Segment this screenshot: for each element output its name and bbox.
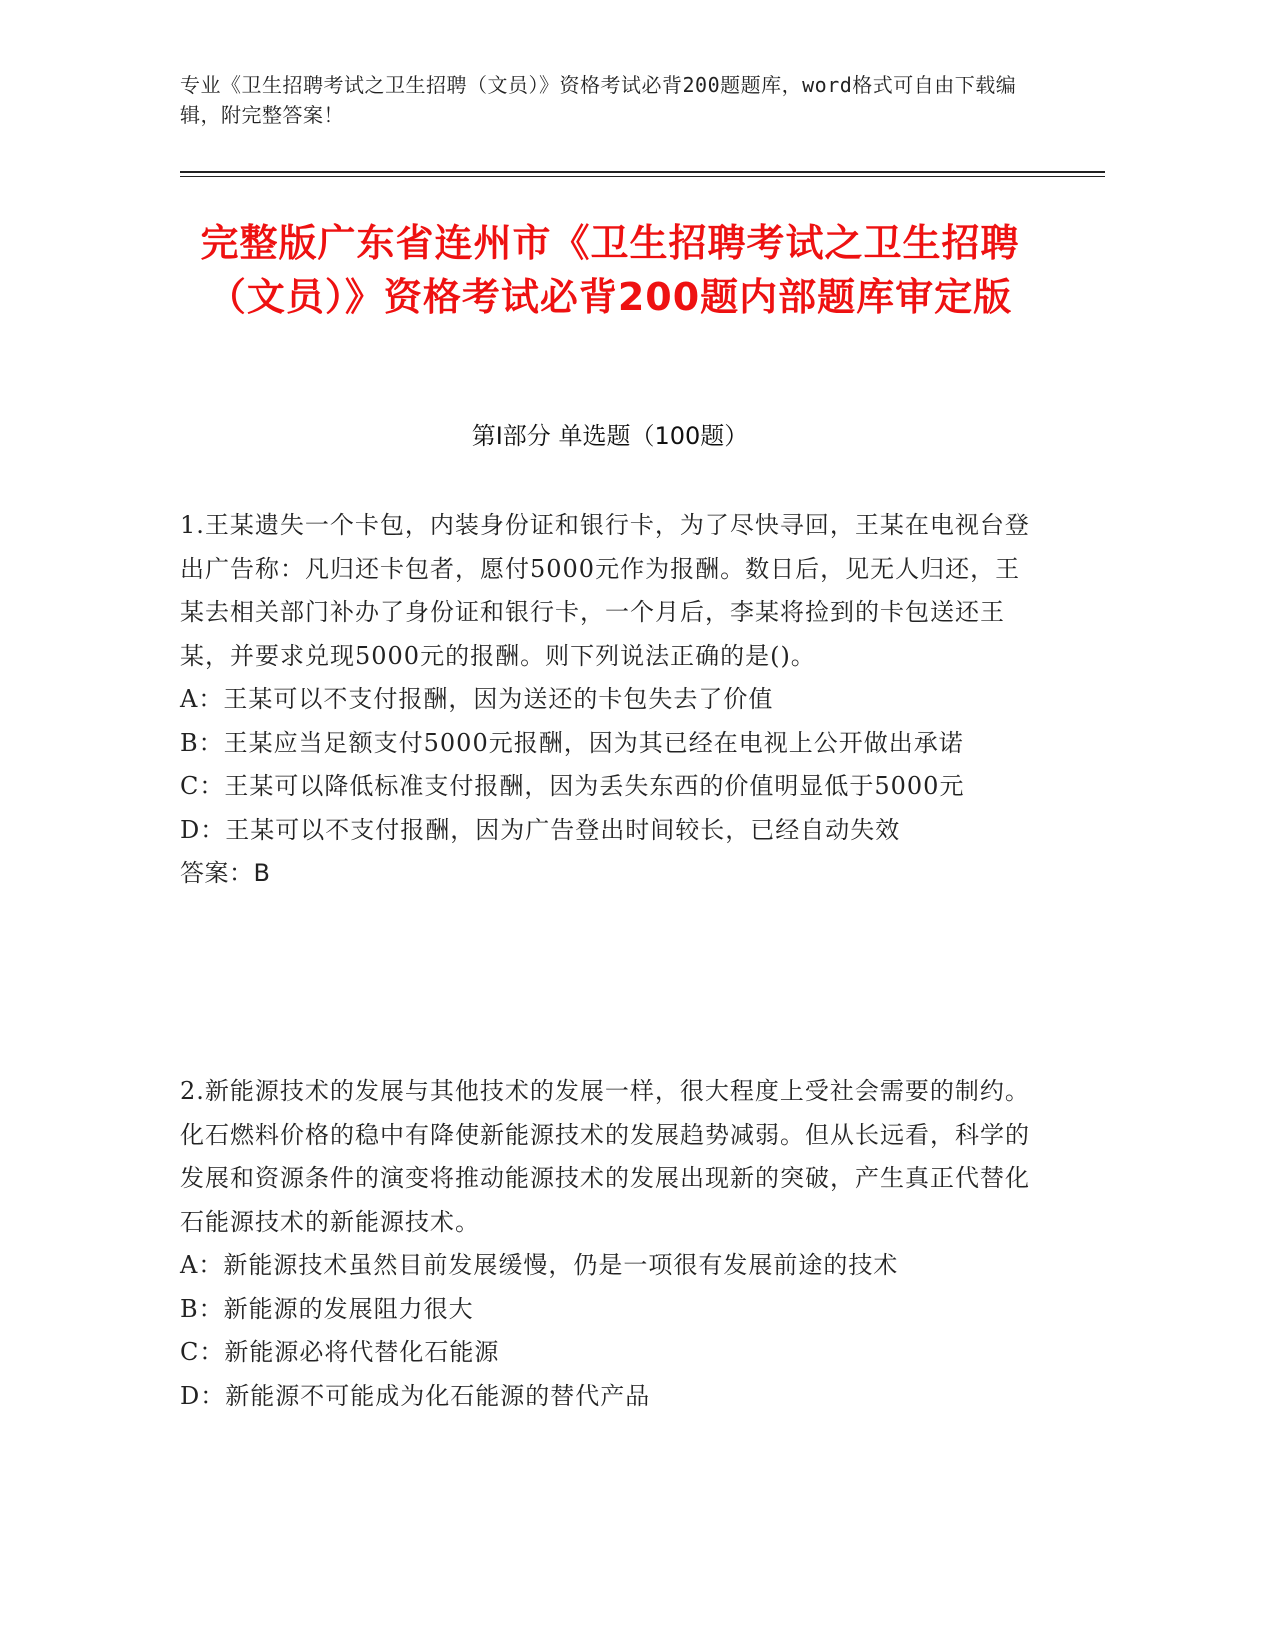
option-d: D：新能源不可能成为化石能源的替代产品 — [180, 1381, 651, 1410]
option-a: A：王某可以不支付报酬，因为送还的卡包失去了价值 — [180, 685, 774, 713]
option-c: C：王某可以降低标准支付报酬，因为丢失东西的价值明显低于5000元 — [180, 772, 965, 800]
question-1 — [180, 504, 1040, 896]
answer-line: 答案：B — [180, 859, 271, 887]
question-stem: 1.王某遗失一个卡包，内装身份证和银行卡，为了尽快寻回，王某在电视台登出广告称：凡归还卡包者，愿付5000元作为报酬。数日后，见无人归还，王某去相关部门补办了身份证和银行卡，一个月后，李某将捡到的卡包送还王某，并要求兑现5000元的报酬。则下列说法正确的是()。 — [180, 511, 1030, 670]
option-c: C：新能源必将代替化石能源 — [180, 1338, 500, 1366]
option-b: B：王某应当足额支付5000元报酬，因为其已经在电视上公开做出承诺 — [180, 728, 964, 757]
document-title: 完整版广东省连州市《卫生招聘考试之卫生招聘（文员）》资格考试必背200题内部题库审定版 — [200, 221, 1020, 319]
section-title: 第Ⅰ部分 单选题（100题） — [471, 422, 749, 450]
question-2 — [180, 1070, 1040, 1418]
option-d: D：王某可以不支付报酬，因为广告登出时间较长，已经自动失效 — [180, 815, 901, 844]
header-divider-thin — [180, 176, 1105, 177]
header-divider-thick — [180, 171, 1105, 173]
question-stem: 2.新能源技术的发展与其他技术的发展一样，很大程度上受社会需要的制约。化石燃料价格的稳中有降使新能源技术的发展趋势减弱。但从长远看，科学的发展和资源条件的演变将推动能源技术的发展出现新的突破，产生真正代替化石能源技术的新能源技术。 — [180, 1077, 1030, 1236]
header-note: 专业《卫生招聘考试之卫生招聘（文员）》资格考试必背200题题库，word格式可自由下载编辑，附完整答案！ — [180, 73, 1017, 127]
option-a: A：新能源技术虽然目前发展缓慢，仍是一项很有发展前途的技术 — [180, 1251, 899, 1279]
option-b: B：新能源的发展阻力很大 — [180, 1294, 474, 1323]
